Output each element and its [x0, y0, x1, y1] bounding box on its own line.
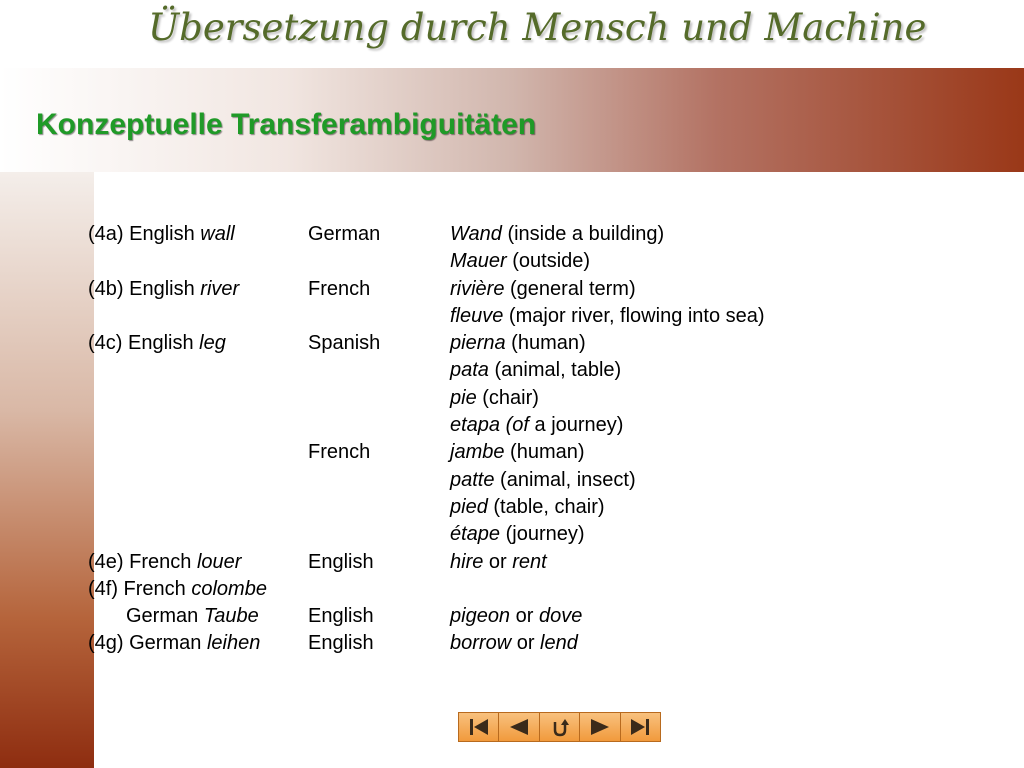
source-cell: (4e) French louer: [88, 550, 242, 573]
source-cell: German Taube: [126, 605, 259, 628]
translation-cell: hire or rent: [450, 550, 547, 573]
target-language: English: [308, 605, 374, 628]
translation-cell: jambe (human): [450, 441, 585, 464]
slide-title: Konzeptuelle Transferambiguitäten: [36, 108, 537, 141]
translation-cell: pierna (human): [450, 332, 586, 355]
first-slide-button[interactable]: [459, 713, 499, 741]
left-decor-bar: [0, 172, 94, 768]
translation-cell: Mauer (outside): [450, 250, 591, 273]
last-icon: [627, 716, 653, 738]
translation-cell: pata (animal, table): [450, 359, 622, 382]
target-language: French: [308, 441, 371, 464]
source-cell: (4c) English leg: [88, 332, 226, 355]
next-slide-button[interactable]: [580, 713, 620, 741]
return-button[interactable]: [540, 713, 580, 741]
translation-cell: etapa (of a journey): [450, 414, 624, 437]
target-language: English: [308, 550, 374, 573]
translation-cell: fleuve (major river, flowing into sea): [450, 304, 765, 327]
target-language: French: [308, 277, 371, 300]
next-icon: [587, 716, 613, 738]
translation-cell: étape (journey): [450, 523, 585, 546]
header-title: Übersetzung durch Mensch und Machine: [148, 6, 927, 49]
return-icon: [547, 716, 573, 738]
last-slide-button[interactable]: [621, 713, 660, 741]
source-cell: (4b) English river: [88, 277, 240, 300]
target-language: German: [308, 223, 381, 245]
previous-slide-button[interactable]: [499, 713, 539, 741]
translation-cell: pigeon or dove: [450, 605, 583, 628]
source-cell: (4g) German leihen: [88, 632, 261, 655]
slide-navigation: [458, 712, 661, 742]
first-icon: [466, 716, 492, 738]
translation-cell: Wand (inside a building): [450, 223, 665, 245]
target-language: Spanish: [308, 332, 381, 355]
translation-cell: patte (animal, insect): [450, 468, 636, 491]
source-cell: (4a) English wall: [88, 223, 235, 245]
translation-cell: borrow or lend: [450, 632, 578, 655]
translation-cell: pie (chair): [450, 386, 539, 409]
translation-cell: rivière (general term): [450, 277, 636, 300]
previous-icon: [506, 716, 532, 738]
translation-cell: pied (table, chair): [450, 495, 605, 518]
target-language: English: [308, 632, 374, 655]
source-cell: (4f) French colombe: [88, 577, 267, 600]
